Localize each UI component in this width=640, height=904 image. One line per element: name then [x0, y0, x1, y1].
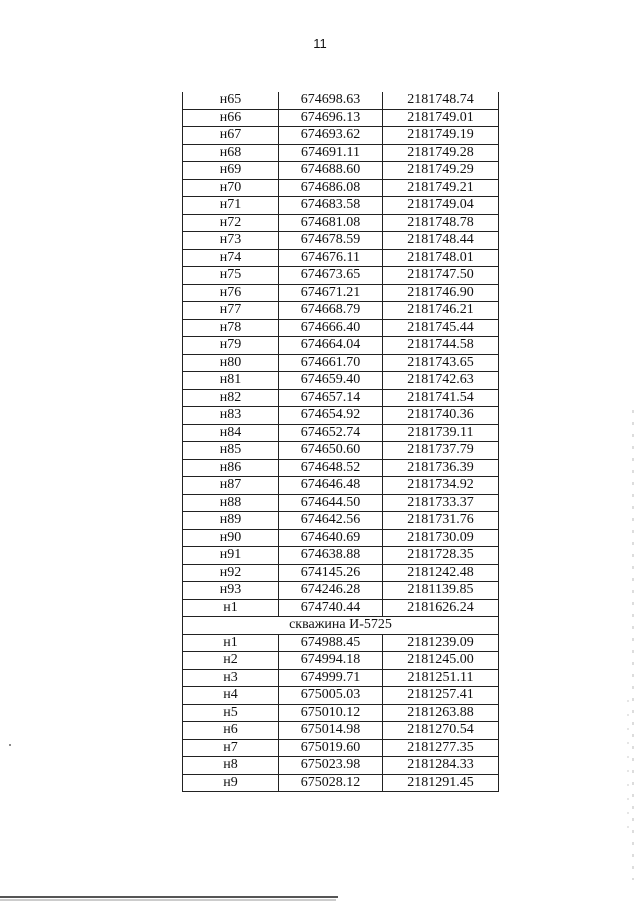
y-coordinate: 2181277.35 [383, 739, 499, 757]
x-coordinate: 674654.92 [279, 407, 383, 425]
y-coordinate: 2181731.76 [383, 512, 499, 530]
point-label: н66 [183, 109, 279, 127]
x-coordinate: 674145.26 [279, 564, 383, 582]
x-coordinate: 674668.79 [279, 302, 383, 320]
x-coordinate: 674994.18 [279, 652, 383, 670]
table-row [183, 722, 499, 740]
table-row [183, 459, 499, 477]
point-label: н93 [183, 582, 279, 600]
point-label: н68 [183, 144, 279, 162]
table-row [183, 704, 499, 722]
table-row [183, 162, 499, 180]
x-coordinate: 674999.71 [279, 669, 383, 687]
point-label: н9 [183, 774, 279, 792]
page-number: 11 [313, 36, 327, 51]
table-row [183, 127, 499, 145]
table-row [183, 512, 499, 530]
table-row [183, 389, 499, 407]
y-coordinate: 2181626.24 [383, 599, 499, 617]
point-label: н77 [183, 302, 279, 320]
x-coordinate: 674666.40 [279, 319, 383, 337]
x-coordinate: 675023.98 [279, 757, 383, 775]
y-coordinate: 2181739.11 [383, 424, 499, 442]
table-row [183, 214, 499, 232]
point-label: н85 [183, 442, 279, 460]
y-coordinate: 2181270.54 [383, 722, 499, 740]
table-row [183, 582, 499, 600]
table-row [183, 424, 499, 442]
x-coordinate: 674659.40 [279, 372, 383, 390]
x-coordinate: 674644.50 [279, 494, 383, 512]
point-label: н89 [183, 512, 279, 530]
y-coordinate: 2181245.00 [383, 652, 499, 670]
y-coordinate: 2181734.92 [383, 477, 499, 495]
y-coordinate: 2181748.44 [383, 232, 499, 250]
table-row [183, 354, 499, 372]
x-coordinate: 674648.52 [279, 459, 383, 477]
x-coordinate: 674988.45 [279, 634, 383, 652]
point-label: н73 [183, 232, 279, 250]
y-coordinate: 2181747.50 [383, 267, 499, 285]
point-label: н82 [183, 389, 279, 407]
x-coordinate: 674657.14 [279, 389, 383, 407]
table-row [183, 197, 499, 215]
point-label: н7 [183, 739, 279, 757]
y-coordinate: 2181742.63 [383, 372, 499, 390]
y-coordinate: 2181251.11 [383, 669, 499, 687]
table-row [183, 564, 499, 582]
table-row [183, 232, 499, 250]
table-row [183, 652, 499, 670]
table-row [183, 477, 499, 495]
table-row [183, 407, 499, 425]
y-coordinate: 2181728.35 [383, 547, 499, 565]
table-row [183, 144, 499, 162]
point-label: н1 [183, 634, 279, 652]
point-label: н92 [183, 564, 279, 582]
x-coordinate: 674661.70 [279, 354, 383, 372]
table-row [183, 687, 499, 705]
y-coordinate: 2181748.01 [383, 249, 499, 267]
table-row [183, 302, 499, 320]
y-coordinate: 2181748.74 [383, 92, 499, 109]
x-coordinate: 675028.12 [279, 774, 383, 792]
x-coordinate: 674646.48 [279, 477, 383, 495]
x-coordinate: 674638.88 [279, 547, 383, 565]
x-coordinate: 674650.60 [279, 442, 383, 460]
point-label: н72 [183, 214, 279, 232]
x-coordinate: 674640.69 [279, 529, 383, 547]
y-coordinate: 2181749.29 [383, 162, 499, 180]
y-coordinate: 2181749.04 [383, 197, 499, 215]
y-coordinate: 2181746.21 [383, 302, 499, 320]
x-coordinate: 674671.21 [279, 284, 383, 302]
point-label: н3 [183, 669, 279, 687]
table-row [183, 757, 499, 775]
x-coordinate: 674681.08 [279, 214, 383, 232]
y-coordinate: 2181743.65 [383, 354, 499, 372]
y-coordinate: 2181736.39 [383, 459, 499, 477]
table-row [183, 669, 499, 687]
point-label: н80 [183, 354, 279, 372]
point-label: н1 [183, 599, 279, 617]
x-coordinate: 674686.08 [279, 179, 383, 197]
x-coordinate: 674673.65 [279, 267, 383, 285]
x-coordinate: 674698.63 [279, 92, 383, 109]
coordinates-table-body [183, 92, 499, 792]
x-coordinate: 674693.62 [279, 127, 383, 145]
point-label: н70 [183, 179, 279, 197]
x-coordinate: 674683.58 [279, 197, 383, 215]
table-row [183, 599, 499, 617]
x-coordinate: 674678.59 [279, 232, 383, 250]
y-coordinate: 2181741.54 [383, 389, 499, 407]
y-coordinate: 2181733.37 [383, 494, 499, 512]
table-row [183, 179, 499, 197]
point-label: н79 [183, 337, 279, 355]
table-row [183, 92, 499, 109]
point-label: н76 [183, 284, 279, 302]
y-coordinate: 2181745.44 [383, 319, 499, 337]
y-coordinate: 2181239.09 [383, 634, 499, 652]
x-coordinate: 674246.28 [279, 582, 383, 600]
table-row [183, 249, 499, 267]
point-label: н6 [183, 722, 279, 740]
table-row [183, 634, 499, 652]
x-coordinate: 674740.44 [279, 599, 383, 617]
x-coordinate: 674664.04 [279, 337, 383, 355]
x-coordinate: 675010.12 [279, 704, 383, 722]
table-row [183, 547, 499, 565]
y-coordinate: 2181263.88 [383, 704, 499, 722]
x-coordinate: 674676.11 [279, 249, 383, 267]
point-label: н91 [183, 547, 279, 565]
y-coordinate: 2181749.21 [383, 179, 499, 197]
point-label: н65 [183, 92, 279, 109]
point-label: н78 [183, 319, 279, 337]
table-row [183, 284, 499, 302]
y-coordinate: 2181284.33 [383, 757, 499, 775]
point-label: н86 [183, 459, 279, 477]
point-label: н69 [183, 162, 279, 180]
point-label: н87 [183, 477, 279, 495]
y-coordinate: 2181749.19 [383, 127, 499, 145]
table-row [183, 774, 499, 792]
point-label: н8 [183, 757, 279, 775]
y-coordinate: 2181291.45 [383, 774, 499, 792]
y-coordinate: 2181737.79 [383, 442, 499, 460]
x-coordinate: 674691.11 [279, 144, 383, 162]
table-row [183, 494, 499, 512]
y-coordinate: 2181257.41 [383, 687, 499, 705]
point-label: н4 [183, 687, 279, 705]
y-coordinate: 2181242.48 [383, 564, 499, 582]
section-title: скважина И-5725 [183, 617, 499, 635]
table-row [183, 267, 499, 285]
y-coordinate: 2181744.58 [383, 337, 499, 355]
point-label: н71 [183, 197, 279, 215]
point-label: н83 [183, 407, 279, 425]
y-coordinate: 2181730.09 [383, 529, 499, 547]
table-row [183, 442, 499, 460]
y-coordinate: 2181748.78 [383, 214, 499, 232]
point-label: н67 [183, 127, 279, 145]
point-label: н88 [183, 494, 279, 512]
x-coordinate: 674642.56 [279, 512, 383, 530]
x-coordinate: 674696.13 [279, 109, 383, 127]
point-label: н2 [183, 652, 279, 670]
x-coordinate: 674652.74 [279, 424, 383, 442]
coordinates-table [182, 92, 499, 792]
point-label: н74 [183, 249, 279, 267]
y-coordinate: 2181746.90 [383, 284, 499, 302]
point-label: н84 [183, 424, 279, 442]
x-coordinate: 675014.98 [279, 722, 383, 740]
x-coordinate: 674688.60 [279, 162, 383, 180]
table-row [183, 739, 499, 757]
table-row [183, 319, 499, 337]
section-row [183, 617, 499, 635]
point-label: н5 [183, 704, 279, 722]
x-coordinate: 675005.03 [279, 687, 383, 705]
table-row [183, 372, 499, 390]
point-label: н81 [183, 372, 279, 390]
table-row [183, 109, 499, 127]
y-coordinate: 2181139.85 [383, 582, 499, 600]
y-coordinate: 2181749.28 [383, 144, 499, 162]
y-coordinate: 2181749.01 [383, 109, 499, 127]
table-row [183, 529, 499, 547]
y-coordinate: 2181740.36 [383, 407, 499, 425]
point-label: н90 [183, 529, 279, 547]
point-label: н75 [183, 267, 279, 285]
x-coordinate: 675019.60 [279, 739, 383, 757]
table-row [183, 337, 499, 355]
